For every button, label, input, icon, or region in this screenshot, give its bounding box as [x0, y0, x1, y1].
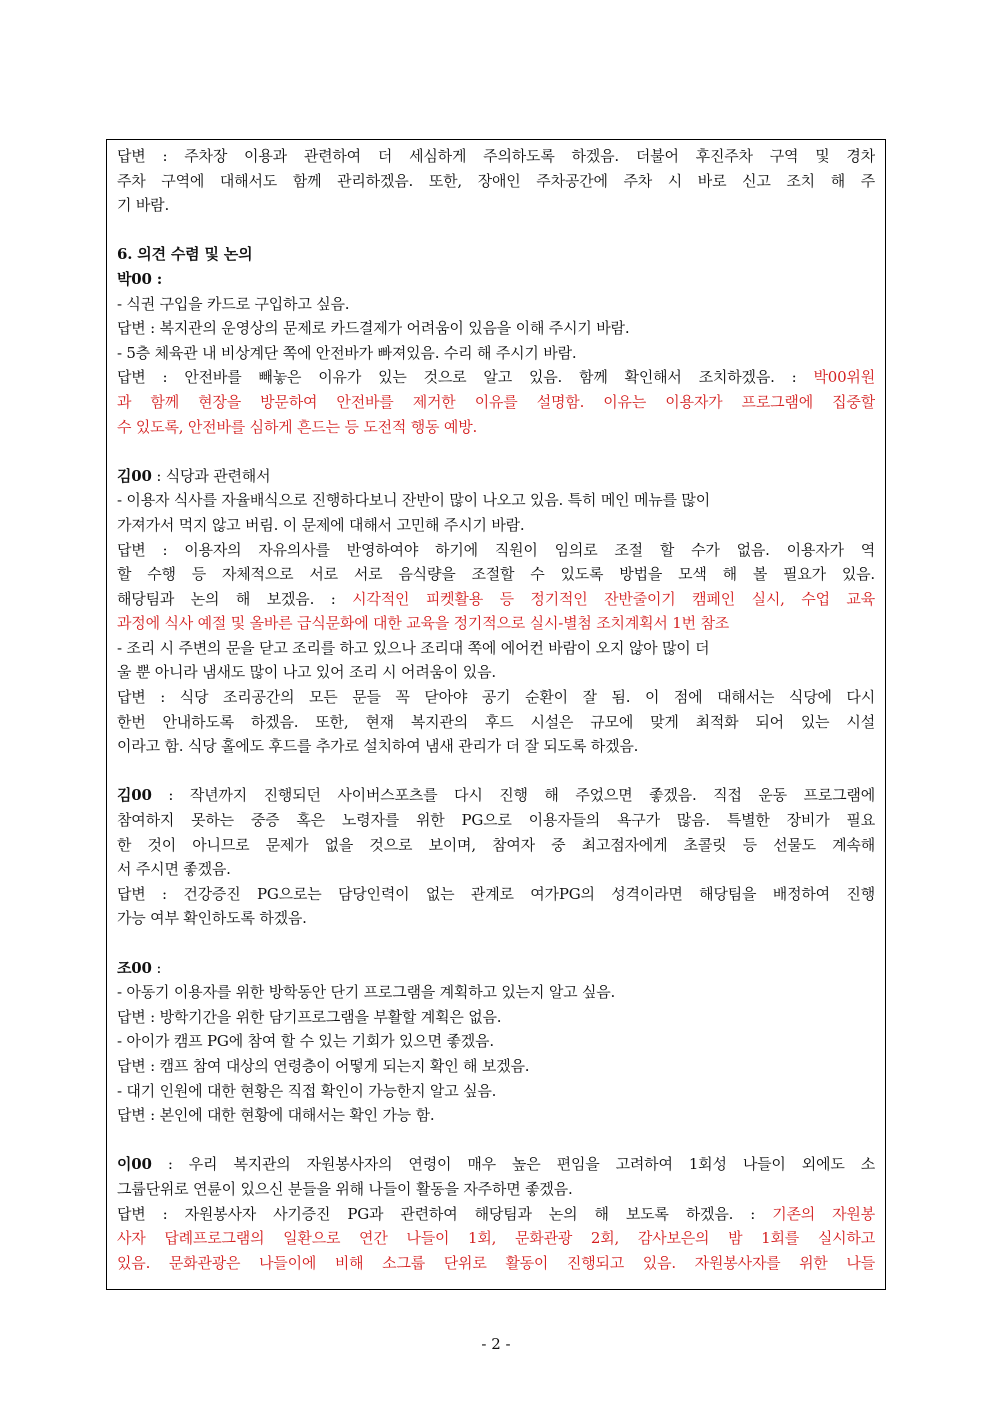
action-note-text: 시각적인 피켓활용 등 정기적인 잔반줄이기 캠페인 실시, 수업 교육	[352, 589, 875, 608]
line-text: 할 수행 등 자체적으로 서로 서로 음식량을 조절할 수 있도록 방법을 모색 해 볼 필요가 있음.	[117, 565, 875, 584]
text-line	[117, 906, 875, 931]
action-note-text: 기존의 자원봉	[772, 1204, 875, 1223]
line-text: 울 뿐 아니라 냄새도 많이 나고 있어 조리 시 어려움이 있음.	[117, 663, 496, 682]
heading-text: 박00 :	[117, 269, 163, 288]
line-text: 답변 : 식당 조리공간의 모든 문들 꼭 닫아야 공기 순환이 잘 됨. 이 점에 대해서는 식당에 다시	[117, 688, 875, 707]
text-line	[117, 636, 875, 661]
line-text: :	[151, 958, 162, 977]
line-text: 답변 : 이용자의 자유의사를 반영하여야 하기에 직원이 임의로 조절 할 수가 없음. 이용자가 역	[117, 540, 875, 559]
text-line	[117, 415, 875, 440]
text-line	[117, 956, 875, 981]
action-note-text: 수 있도록, 안전바를 심하게 흔드는 등 도전적 행동 예방.	[117, 417, 478, 436]
heading-text: 6. 의견 수렴 및 논의	[117, 245, 253, 264]
text-line	[117, 316, 875, 341]
line-text: - 이용자 식사를 자율배식으로 진행하다보니 잔반이 많이 나오고 있음. 특히 메인 메뉴를 많이	[117, 491, 710, 510]
text-line	[117, 562, 875, 587]
heading-text: 조00	[117, 958, 152, 977]
text-line	[117, 341, 875, 366]
line-text: 답변 : 본인에 대한 현황에 대해서는 확인 가능 함.	[117, 1106, 435, 1125]
text-line	[117, 193, 875, 218]
line-text: : 우리 복지관의 자원봉사자의 연령이 매우 높은 편임을 고려하여 1회성 나들이 외에도 소	[151, 1155, 875, 1174]
text-line	[117, 980, 875, 1005]
line-text: : 식당과 관련해서	[151, 466, 271, 485]
line-text: - 식권 구입을 카드로 구입하고 싶음.	[117, 294, 350, 313]
text-line	[117, 710, 875, 735]
action-note-text: 과 함께 현장을 방문하여 안전바를 제거한 이유를 설명함. 이유는 이용자가 프로그램에 집중할	[117, 392, 875, 411]
line-text: - 대기 인원에 대한 현황은 직접 확인이 가능한지 알고 싶음.	[117, 1081, 497, 1100]
text-line	[117, 488, 875, 513]
line-text: 답변 : 안전바를 빼놓은 이유가 있는 것으로 알고 있음. 함께 확인해서 조치하겠음. :	[117, 368, 814, 387]
text-line	[117, 1226, 875, 1251]
text-line	[117, 144, 875, 169]
text-line	[117, 513, 875, 538]
text-line	[117, 783, 875, 808]
text-line	[117, 685, 875, 710]
line-text: 가져가서 먹지 않고 버림. 이 문제에 대해서 고민해 주시기 바람.	[117, 515, 525, 534]
line-text: 답변 : 복지관의 운영상의 문제로 카드결제가 어려움이 있음을 이해 주시기 바람.	[117, 319, 630, 338]
line-text: - 아동기 이용자를 위한 방학동안 단기 프로그램을 계획하고 있는지 알고 싶음.	[117, 983, 616, 1002]
line-text: 답변 : 건강증진 PG으로는 담당인력이 없는 관계로 여가PG의 성격이라면 해당팀을 배정하여 진행	[117, 884, 875, 903]
text-line	[117, 1152, 875, 1177]
line-text: 참여하지 못하는 중증 혹은 노령자를 위한 PG으로 이용자들의 욕구가 많음. 특별한 장비가 필요	[117, 811, 875, 830]
text-line	[117, 1005, 875, 1030]
line-text: 기 바람.	[117, 196, 170, 215]
text-line	[117, 734, 875, 759]
action-note-text: 과정에 식사 예절 및 올바른 급식문화에 대한 교육을 정기적으로 실시-별첨 조치계획서 1번 참조	[117, 614, 730, 633]
text-line	[117, 660, 875, 685]
line-text: 답변 : 주차장 이용과 관련하여 더 세심하게 주의하도록 하겠음. 더불어 후진주차 구역 및 경차	[117, 147, 875, 165]
line-text: 그룹단위로 연륜이 있으신 분들을 위해 나들이 활동을 자주하면 좋겠음.	[117, 1179, 573, 1198]
text-line	[117, 882, 875, 907]
document-body	[106, 139, 886, 1290]
text-line	[117, 242, 875, 267]
line-text: 주차 구역에 대해서도 함께 관리하겠음. 또한, 장애인 주차공간에 주차 시 바로 신고 조치 해 주	[117, 171, 875, 190]
text-line	[117, 611, 875, 636]
text-line	[117, 833, 875, 858]
line-text: 이라고 함. 식당 홀에도 후드를 추가로 설치하여 냄새 관리가 더 잘 되도록 하겠음.	[117, 737, 639, 756]
line-text: : 작년까지 진행되던 사이버스포츠를 다시 진행 해 주었으면 좋겠음. 직접 운동 프로그램에	[151, 786, 875, 805]
text-line	[117, 1054, 875, 1079]
action-note-text: 박00위원	[813, 368, 875, 387]
text-line	[117, 267, 875, 292]
heading-text: 김00	[117, 786, 152, 805]
line-text: - 아이가 캠프 PG에 참여 할 수 있는 기회가 있으면 좋겠음.	[117, 1032, 494, 1051]
text-line	[117, 1251, 875, 1276]
text-line	[117, 464, 875, 489]
text-line	[117, 1177, 875, 1202]
text-line	[117, 1079, 875, 1104]
line-text: 해당팀과 논의 해 보겠음. :	[117, 589, 353, 608]
text-line	[117, 365, 875, 390]
line-text: 답변 : 캠프 참여 대상의 연령층이 어떻게 되는지 확인 해 보겠음.	[117, 1056, 530, 1075]
text-line	[117, 1029, 875, 1054]
line-text: 한 것이 아니므로 문제가 없을 것으로 보이며, 참여자 중 최고점자에게 초콜릿 등 선물도 계속해	[117, 835, 875, 854]
line-text: 한번 안내하도록 하겠음. 또한, 현재 복지관의 후드 시설은 규모에 맞게 최적화 되어 있는 시설	[117, 712, 875, 731]
heading-text: 김00	[117, 466, 152, 485]
blank-line	[117, 931, 875, 956]
text-line	[117, 390, 875, 415]
action-note-text: 사자 답례프로그램의 일환으로 연간 나들이 1회, 문화관광 2회, 감사보은의 밤 1회를 실시하고	[117, 1229, 875, 1248]
page-number: - 2 -	[481, 1335, 511, 1353]
text-line	[117, 1202, 875, 1227]
text-line	[117, 1103, 875, 1128]
action-note-text: 있음. 문화관광은 나들이에 비해 소그룹 단위로 활동이 진행되고 있음. 자원봉사자를 위한 나들	[117, 1253, 875, 1272]
line-text: - 조리 시 주변의 문을 닫고 조리를 하고 있으나 조리대 쪽에 에어컨 바람이 오지 않아 많이 더	[117, 638, 710, 657]
text-line	[117, 857, 875, 882]
blank-line	[117, 439, 875, 464]
blank-line	[117, 1128, 875, 1153]
text-line	[117, 292, 875, 317]
line-text: - 5층 체육관 내 비상계단 쪽에 안전바가 빠져있음. 수리 해 주시기 바람.	[117, 343, 577, 362]
blank-line	[117, 218, 875, 243]
text-line	[117, 587, 875, 612]
blank-line	[117, 759, 875, 784]
heading-text: 이00	[117, 1155, 152, 1174]
line-text: 가능 여부 확인하도록 하겠음.	[117, 909, 307, 928]
line-text: 서 주시면 좋겠음.	[117, 860, 231, 879]
text-line	[117, 538, 875, 563]
line-text: 답변 : 방학기간을 위한 담기프로그램을 부활할 계획은 없음.	[117, 1007, 502, 1026]
line-text: 답변 : 자원봉사자 사기증진 PG과 관련하여 해당팀과 논의 해 보도록 하겠음. :	[117, 1204, 773, 1223]
text-line	[117, 169, 875, 194]
text-line	[117, 808, 875, 833]
